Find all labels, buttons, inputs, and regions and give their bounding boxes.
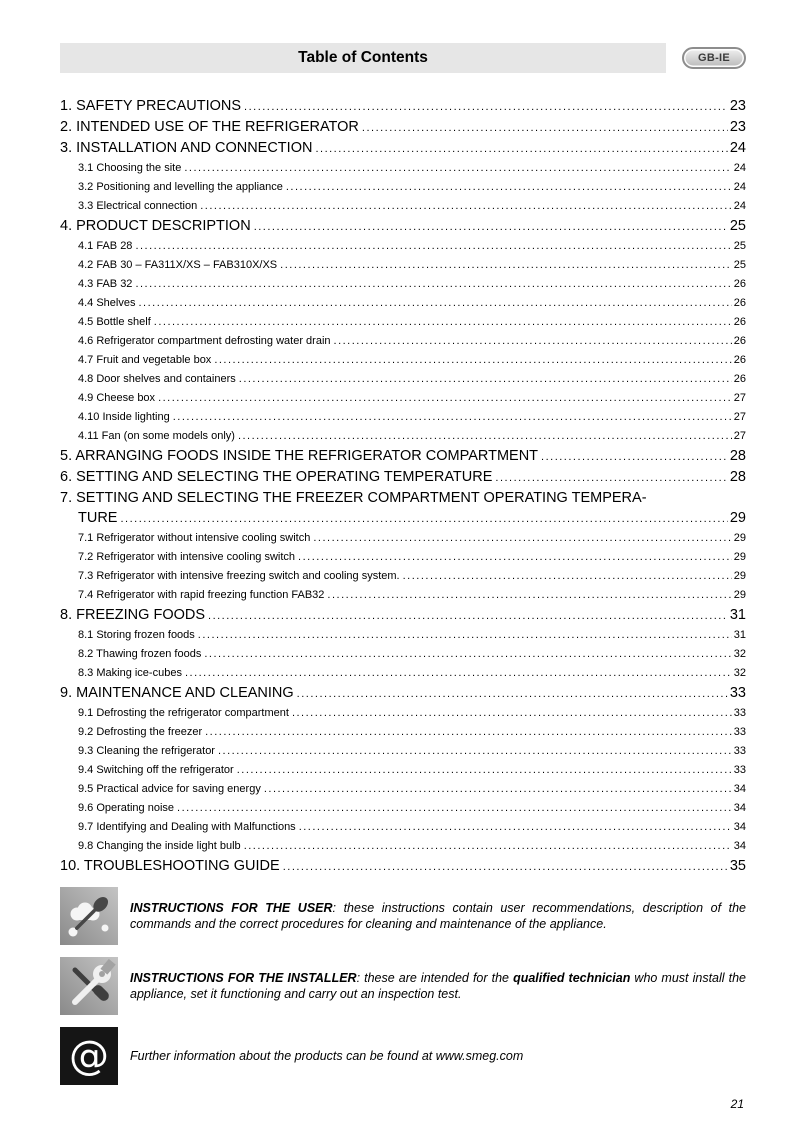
toc-page-number: 34: [733, 783, 746, 795]
toc-leader-dots: [327, 586, 731, 605]
toc-entry: [60, 683, 746, 704]
toc-page-number: 33: [733, 726, 746, 738]
toc-entry: [60, 605, 746, 626]
toc-page-number: 28: [729, 448, 746, 464]
toc-page-number: 34: [733, 821, 746, 833]
language-badge-label: GB-IE: [697, 52, 731, 64]
toc-entry-title: 9.6 Operating noise: [78, 802, 175, 814]
toc-leader-dots: [362, 117, 728, 138]
toc-entry: [60, 216, 746, 237]
toc-entry-title: 4.9 Cheese box: [78, 392, 156, 404]
toc-entry-title: 3.2 Positioning and levelling the appliance: [78, 181, 283, 193]
toc-entry: [60, 446, 746, 467]
toc-leader-dots: [158, 389, 732, 408]
toc-page-number: 27: [733, 411, 746, 423]
title-bar: [60, 43, 666, 73]
page-header: [60, 43, 746, 73]
toc-entry-title: TURE: [78, 510, 118, 526]
toc-leader-dots: [200, 197, 732, 216]
toc-page-number: 35: [729, 858, 746, 874]
toc-entry: [60, 275, 746, 294]
toc-entry-title: 7.1 Refrigerator without intensive cooling switch: [78, 532, 311, 544]
note-text-web: Further information about the products can be found at www.smeg.com: [130, 1048, 524, 1063]
toc-entry: [60, 586, 746, 605]
toc-leader-dots: [135, 275, 731, 294]
toc-entry-title: 8. FREEZING FOODS: [60, 607, 206, 623]
toc-leader-dots: [244, 96, 728, 117]
toc-entry-title: 6. SETTING AND SELECTING THE OPERATING TEMPERATURE: [60, 469, 493, 485]
toc-entry-title: 4.10 Inside lighting: [78, 411, 170, 423]
toc-page-number: 26: [733, 278, 746, 290]
toc-leader-dots: [297, 683, 728, 704]
toc-entry: [60, 567, 746, 586]
toc-entry-title: 4.7 Fruit and vegetable box: [78, 354, 212, 366]
toc-entry: [60, 548, 746, 567]
toc-leader-dots: [198, 626, 732, 645]
toc-entry-title: 10. TROUBLESHOOTING GUIDE: [60, 858, 280, 874]
toc-page-number: 27: [733, 430, 746, 442]
page-number: 21: [730, 1097, 744, 1111]
toc-entry: [60, 837, 746, 856]
toc-entry-title: 9.7 Identifying and Dealing with Malfunctions: [78, 821, 296, 833]
toc-leader-dots: [315, 138, 727, 159]
note-text-user: INSTRUCTIONS FOR THE USER: these instructions contain user recommendations, description of the commands and the correct procedures for cleaning and maintenance of the appliance.: [130, 900, 746, 931]
toc-leader-dots: [495, 467, 727, 488]
toc-entry: [60, 197, 746, 216]
toc-leader-dots: [244, 837, 732, 856]
toc-entry: [60, 799, 746, 818]
toc-leader-dots: [184, 159, 731, 178]
toc-leader-dots: [218, 742, 732, 761]
toc-entry-title: 7.4 Refrigerator with rapid freezing function FAB32: [78, 589, 325, 601]
toc-entry: [60, 332, 746, 351]
toc-entry-title: 4.11 Fan (on some models only): [78, 430, 235, 442]
toc-entry: [60, 780, 746, 799]
toc-entry-title: 9.5 Practical advice for saving energy: [78, 783, 261, 795]
toc-entry-title: 7.2 Refrigerator with intensive cooling switch: [78, 551, 296, 563]
toc-leader-dots: [208, 605, 728, 626]
toc-page-number: 33: [733, 707, 746, 719]
toc-entry: [60, 704, 746, 723]
tools-icon: [60, 957, 118, 1015]
note-installer-instructions: [60, 957, 746, 1015]
toc-page-number: 33: [733, 745, 746, 757]
toc-entry: [60, 313, 746, 332]
toc-entry-title: 8.2 Thawing frozen foods: [78, 648, 202, 660]
toc-page-number: 28: [729, 469, 746, 485]
toc-entry-title: 8.3 Making ice-cubes: [78, 667, 182, 679]
toc-leader-dots: [283, 856, 728, 877]
toc-leader-dots: [239, 370, 732, 389]
toc-leader-dots: [205, 723, 732, 742]
toc-page-number: 26: [733, 373, 746, 385]
toc-leader-dots: [299, 818, 732, 837]
toc-leader-dots: [214, 351, 731, 370]
toc-page-number: 29: [733, 589, 746, 601]
toc-entry-title: 5. ARRANGING FOODS INSIDE THE REFRIGERATOR COMPARTMENT: [60, 448, 539, 464]
toc-page-number: 26: [733, 316, 746, 328]
toc-page-number: 31: [733, 629, 746, 641]
note-web-info: [60, 1027, 746, 1085]
toc-page-number: 32: [733, 667, 746, 679]
toc-entry: [60, 408, 746, 427]
toc-entry: [60, 856, 746, 877]
toc-entry-title: 1. SAFETY PRECAUTIONS: [60, 98, 242, 114]
toc-leader-dots: [237, 761, 732, 780]
toc-entry: [60, 237, 746, 256]
toc-entry-title: 9.4 Switching off the refrigerator: [78, 764, 234, 776]
toc-page-number: 25: [733, 259, 746, 271]
toc-entry: [60, 626, 746, 645]
toc-page-number: 34: [733, 802, 746, 814]
toc-entry: [60, 256, 746, 275]
toc-entry: [60, 529, 746, 548]
chef-icon: [60, 887, 118, 945]
toc-page-number: 24: [729, 140, 746, 156]
toc-entry-title: 3. INSTALLATION AND CONNECTION: [60, 140, 313, 156]
toc-leader-dots: [254, 216, 728, 237]
toc-page-number: 25: [729, 218, 746, 234]
toc-leader-dots: [120, 508, 727, 529]
toc-page-number: 31: [729, 607, 746, 623]
toc-entry-title: 9.1 Defrosting the refrigerator compartment: [78, 707, 289, 719]
toc-page-number: 23: [729, 98, 746, 114]
toc-entry-title: 7. SETTING AND SELECTING THE FREEZER COMPARTMENT OPERATING TEMPERA-: [60, 490, 647, 506]
toc-page-number: 33: [729, 685, 746, 701]
toc-entry-title: 4.2 FAB 30 – FA311X/XS – FAB310X/XS: [78, 259, 278, 271]
toc-entry-title: 4.1 FAB 28: [78, 240, 133, 252]
toc-entry: [60, 818, 746, 837]
toc-entry: [60, 508, 746, 529]
toc-entry: [60, 351, 746, 370]
at-icon: [60, 1027, 118, 1085]
toc-entry-title: 9.2 Defrosting the freezer: [78, 726, 203, 738]
toc-page-number: 27: [733, 392, 746, 404]
toc-entry-title: 8.1 Storing frozen foods: [78, 629, 195, 641]
toc-leader-dots: [298, 548, 732, 567]
toc-entry-title: 3.3 Electrical connection: [78, 200, 198, 212]
toc-entry-title: 9.8 Changing the inside light bulb: [78, 840, 241, 852]
toc-page-number: 24: [733, 162, 746, 174]
toc-entry: [60, 467, 746, 488]
toc-entry: [60, 117, 746, 138]
toc-page-number: 23: [729, 119, 746, 135]
toc-leader-dots: [280, 256, 732, 275]
toc-entry-title: 4.8 Door shelves and containers: [78, 373, 236, 385]
page-title: Table of Contents: [298, 49, 428, 66]
toc-leader-dots: [313, 529, 731, 548]
toc-list: [60, 96, 746, 877]
toc-page-number: 29: [733, 551, 746, 563]
toc-page-number: 29: [733, 570, 746, 582]
toc-page-number: 33: [733, 764, 746, 776]
toc-page-number: 25: [733, 240, 746, 252]
toc-page-number: 24: [733, 181, 746, 193]
toc-leader-dots: [138, 294, 731, 313]
toc-entry-title: 4. PRODUCT DESCRIPTION: [60, 218, 251, 234]
toc-entry-title: 4.3 FAB 32: [78, 278, 133, 290]
toc-entry: [60, 370, 746, 389]
note-text-installer: INSTRUCTIONS FOR THE INSTALLER: these are intended for the qualified technician who must install the appliance, set it functioning and carry out an inspection test.: [130, 970, 747, 1001]
toc-entry: [60, 294, 746, 313]
toc-page-number: 26: [733, 335, 746, 347]
toc-entry-title: 9. MAINTENANCE AND CLEANING: [60, 685, 294, 701]
toc-leader-dots: [135, 237, 731, 256]
toc-entry: [60, 178, 746, 197]
toc-leader-dots: [286, 178, 732, 197]
toc-entry: [60, 761, 746, 780]
toc-page-number: 24: [733, 200, 746, 212]
toc-entry-title: 2. INTENDED USE OF THE REFRIGERATOR: [60, 119, 359, 135]
at-glyph: @: [69, 1033, 109, 1079]
toc-entry: [60, 723, 746, 742]
notes-section: [60, 887, 746, 1085]
toc-entry-title: 4.4 Shelves: [78, 297, 136, 309]
toc-entry: [60, 645, 746, 664]
toc-entry-title: 4.6 Refrigerator compartment defrosting water drain: [78, 335, 331, 347]
toc-leader-dots: [177, 799, 732, 818]
toc-leader-dots: [204, 645, 731, 664]
toc-leader-dots: [238, 427, 732, 446]
toc-entry: [60, 742, 746, 761]
toc-leader-dots: [173, 408, 732, 427]
toc-leader-dots: [154, 313, 732, 332]
toc-page-number: 26: [733, 354, 746, 366]
toc-leader-dots: [185, 664, 732, 683]
toc-page-number: 26: [733, 297, 746, 309]
toc-leader-dots: [264, 780, 732, 799]
toc-page-number: 34: [733, 840, 746, 852]
toc-entry: [60, 138, 746, 159]
language-badge: [682, 47, 746, 69]
toc-entry: [60, 664, 746, 683]
toc-entry: [60, 159, 746, 178]
toc-entry-title: 7.3 Refrigerator with intensive freezing switch and cooling system.: [78, 570, 400, 582]
toc-entry: [60, 389, 746, 408]
toc-entry-title: 3.1 Choosing the site: [78, 162, 182, 174]
note-user-instructions: [60, 887, 746, 945]
toc-entry-title: 9.3 Cleaning the refrigerator: [78, 745, 215, 757]
toc-entry: [60, 488, 746, 508]
toc-entry-title: 4.5 Bottle shelf: [78, 316, 151, 328]
toc-entry: [60, 427, 746, 446]
toc-leader-dots: [292, 704, 732, 723]
toc-page-number: 29: [729, 510, 746, 526]
toc-page-number: 29: [733, 532, 746, 544]
toc-entry: [60, 96, 746, 117]
toc-leader-dots: [334, 332, 732, 351]
toc-leader-dots: [541, 446, 728, 467]
toc-page-number: 32: [733, 648, 746, 660]
toc-leader-dots: [403, 567, 732, 586]
